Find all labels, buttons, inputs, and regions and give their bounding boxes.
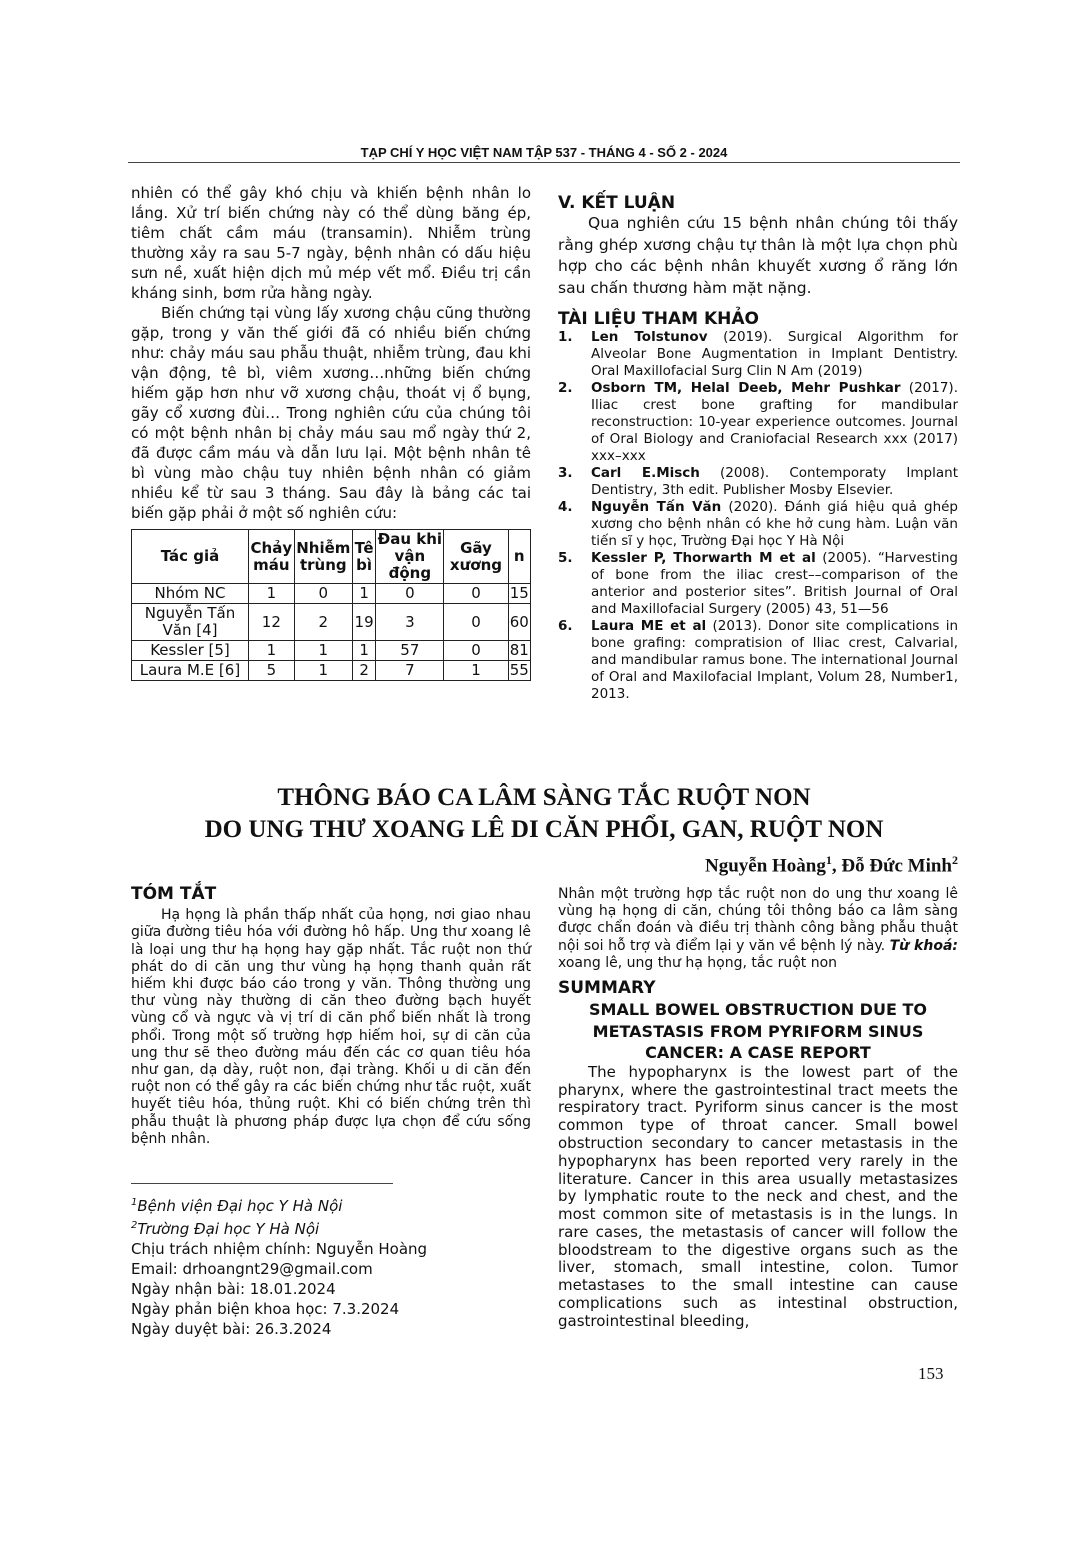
th-infection: Nhiễm trùng [294,530,352,584]
article-title-line-1: THÔNG BÁO CA LÂM SÀNG TẮC RUỘT NON [277,784,811,811]
left-paragraph-1: nhiên có thể gây khó chịu và khiến bệnh nhân lo lắng. Xử trí biến chứng này có thể dùng băng ép, tiêm chất cầm máu (transamin). Nhiễm trùng thường xảy ra sau 5-7 ngày, bệnh nhân có dấu hiệu sưn nề, xuất hiện dịch mủ mép vết mổ. Điều trị cần kháng sinh, bơm rửa hằng ngày. [131,184,531,302]
reference-author: Len Tolstunov [591,329,708,345]
affiliation-2: $^2$Trường Đại học Y Hà Nội [131,1220,320,1238]
table-cell: 0 [376,584,444,604]
table-row [132,604,531,641]
table-cell: Nguyễn Tấn Văn [4] [132,604,249,641]
table-cell: 0 [444,584,508,604]
date-reviewed: Ngày phản biện khoa học: 7.3.2024 [131,1300,400,1318]
table-cell: 19 [352,604,375,641]
summary-column [558,886,958,1331]
table-cell: 1 [294,641,352,661]
reference-item: 1. Len Tolstunov (2019). Surgical Algorithm for Alveolar Bone Augmentation in Implant Dentistry. Oral Maxillofacial Surg Clin N Am (2019) [558,329,958,379]
journal-header: TẠP CHÍ Y HỌC VIỆT NAM TẬP 537 - THÁNG 4 - SỐ 2 - 2024 [360,145,728,160]
article-title-line-2: DO UNG THƯ XOANG LÊ DI CĂN PHỔI, GAN, RUỘT NON [204,816,884,843]
complications-table [131,529,531,681]
article-authors: Nguyễn Hoàng$^1$, Đỗ Đức Minh$^2$ [704,853,958,877]
table-cell: 60 [508,604,531,641]
summary-heading: SUMMARY [558,978,656,999]
table-row [132,661,531,681]
table-cell: 0 [444,641,508,661]
table-cell: 1 [248,641,294,661]
table-cell: 12 [248,604,294,641]
th-author: Tác giả [132,530,249,584]
author-2: Đỗ Đức Minh [841,855,952,877]
page-number: 153 [918,1364,944,1383]
references-heading: TÀI LIỆU THAM KHẢO [558,309,759,329]
th-n: n [508,530,531,584]
table-cell: 0 [294,584,352,604]
table-cell: 2 [294,604,352,641]
reference-author: Carl E.Misch [591,465,700,481]
table-row [132,584,531,604]
summary-text: The hypopharynx is the lowest part of the pharynx, where the gastrointestinal tract meets the respiratory tract. Pyriform sinus cancer is the most common type of throat cancer. Small bowel obstruction secondary to cancer metastasis in the hypopharynx has been reported very rarely in the literature. Cancer in this area usually metastasizes by lymphatic route to the neck and chest, and the most common site of metastasis is in the lungs. In rare cases, the metastasis of cancer will follow the bloodstream to the digestive organs such as the liver, stomach, small intestine, colon. Tumor metastases to the small intestine can cause complications such as intestinal obstruction, gastrointestinal bleeding, [558,1062,958,1330]
reference-item: 3. Carl E.Misch (2008). Contemporaty Implant Dentistry, 3th edit. Publisher Mosby Elsevier. [558,465,958,498]
table-cell: Laura M.E [6] [132,661,249,681]
conclusion-text: Qua nghiên cứu 15 bệnh nhân chúng tôi thấy rằng ghép xương chậu tự thân là một lựa chọn phù hợp cho các bệnh nhân khuyết xương ổ răng lớn sau chấn thương hàm mặt nặng. [558,214,958,297]
email: Email: drhoangnt29@gmail.com [131,1260,373,1278]
header-rule [128,162,960,163]
table-cell: Kessler [5] [132,641,249,661]
table-cell: 1 [248,584,294,604]
reference-item: 5. Kessler P, Thorwarth M et al (2005). “Harvesting of bone from the iliac crest––comparison of the anterior and posterior sites”. British Journal of Oral and Maxillofacial Surgery (2005) 43, 51—56 [558,550,958,617]
reference-item: 6. Laura ME et al (2013). Donor site complications in bone grafing: compratision of Iliac crest, Calvarial, and mandibular ramus bone. The international Journal of Oral and Maxilofacial Implant, Volum 28, Number1, 2013. [558,618,958,702]
footnote-rule [131,1183,393,1184]
table-cell: 15 [509,584,529,602]
reference-author: Nguyễn Tấn Văn [591,499,722,515]
table-cell: 55 [509,661,529,679]
table-cell: 2 [352,661,375,681]
table-cell: 3 [376,604,444,641]
responsible-author: Chịu trách nhiệm chính: Nguyễn Hoàng [131,1240,428,1258]
table-cell: 1 [352,584,375,604]
affiliation-1: $^1$Bệnh viện Đại học Y Hà Nội [131,1197,343,1215]
abstract-continuation: Nhân một trường hợp tắc ruột non do ung thư xoang lê vùng hạ họng di căn, chúng tôi thông báo ca lâm sàng được chẩn đoán và điều trị thành công bằng phẫu thuật nội soi hỗ trợ và điểm lại y văn về bệnh lý này. Từ khoá: xoang lê, ung thư hạ họng, tắc ruột non [558,886,958,971]
keywords: xoang lê, ung thư hạ họng, tắc ruột non [558,954,838,971]
th-numbness: Tê bì [352,530,375,584]
abstract-heading: TÓM TẮT [131,884,217,904]
date-received: Ngày nhận bài: 18.01.2024 [131,1280,336,1298]
references-list [558,329,958,703]
table-cell: 0 [444,604,508,641]
abstract-text: Hạ họng là phần thấp nhất của họng, nơi giao nhau giữa đường tiêu hóa với đường hô hấp. Ung thư xoang lê là loại ung thư hạ họng hay gặp nhất. Tắc ruột non thứ phát do di căn ung thư vùng hạ họng thanh quản rất hiếm khi được báo cáo trong y văn. Thông thường ung thư vùng này thường di căn theo đường bạch huyết vùng cổ và ngực và vị trí di căn phổ biến nhất là trong phổi. Trong một số trường hợp hiếm hoi, sự di căn của ung thư sẽ theo đường máu đến các cơ quan tiêu hóa như gan, dạ dày, ruột non, đại tràng. Khối u di căn đến ruột non có thể gây ra các biến chứng như tắc ruột, xuất huyết tiêu hóa, thủng ruột. Khi có biến chứng trên thì phẫu thuật là phương pháp được lựa chọn để cứu sống bệnh nhân. [131,907,531,1147]
table-cell: 81 [509,641,529,659]
table-cell: 1 [294,661,352,681]
left-paragraph-2: Biến chứng tại vùng lấy xương chậu cũng thường gặp, trong y văn thế giới đã có nhiều biến chứng như: chảy máu sau phẫu thuật, nhiễm trùng, đau khi vận động, tê bì, viêm xương…những biến chứng hiếm gặp hơn như vỡ xương chậu, thoát vị ổ bụng, gãy cổ xương đùi… Trong nghiên cứu của chúng tôi có một bệnh nhân bị chảy máu sau mổ ngày thứ 2, đã được cầm máu và dẫn lưu lại. Một bệnh nhân tê bì vùng mào chậu tuy nhiên bệnh nhân có giảm nhiều kể từ sau 3 tháng. Sau đây là bảng các tai biến gặp phải ở một số nghiên cứu: [131,304,531,522]
table-cell: 1 [352,641,375,661]
right-column [558,193,958,703]
reference-author: Osborn TM, Helal Deeb, Mehr Pushkar [591,380,901,396]
date-accepted: Ngày duyệt bài: 26.3.2024 [131,1320,332,1338]
th-bleeding: Chảy máu [248,530,294,584]
author-1: Nguyễn Hoàng [704,855,826,877]
reference-author: Kessler P, Thorwarth M et al [591,550,816,566]
abstract-column [131,886,531,1148]
table-cell: 5 [248,661,294,681]
summary-title: SMALL BOWEL OBSTRUCTION DUE TO METASTASIS FROM PYRIFORM SINUS CANCER: A CASE REPORT [589,1000,927,1063]
table-header-row [132,530,531,584]
table-row [132,641,531,661]
keywords-label: Từ khoá: [889,937,958,954]
reference-author: Laura ME et al [591,618,707,634]
table-cell: Nhóm NC [132,584,249,604]
table-cell: 57 [376,641,444,661]
table-cell: 1 [444,661,508,681]
left-column [131,183,531,681]
table-cell: 7 [376,661,444,681]
th-fracture: Gãy xương [444,530,508,584]
reference-item: 4. Nguyễn Tấn Văn (2020). Đánh giá hiệu quả ghép xương cho bệnh nhân có khe hở cung hàm. Luận văn tiến sĩ y học, Trường Đại học Y Hà Nội [558,499,959,549]
th-pain: Đau khi vận động [377,530,443,582]
conclusion-heading: V. KẾT LUẬN [558,193,676,213]
footnotes [131,1193,427,1339]
reference-item: 2. Osborn TM, Helal Deeb, Mehr Pushkar (2017). Iliac crest bone grafting for mandibular reconstruction: 10-year experience outcomes. Journal of Oral Biology and Craniofacial Research xxx (2017) xxx–xxx [558,380,958,464]
